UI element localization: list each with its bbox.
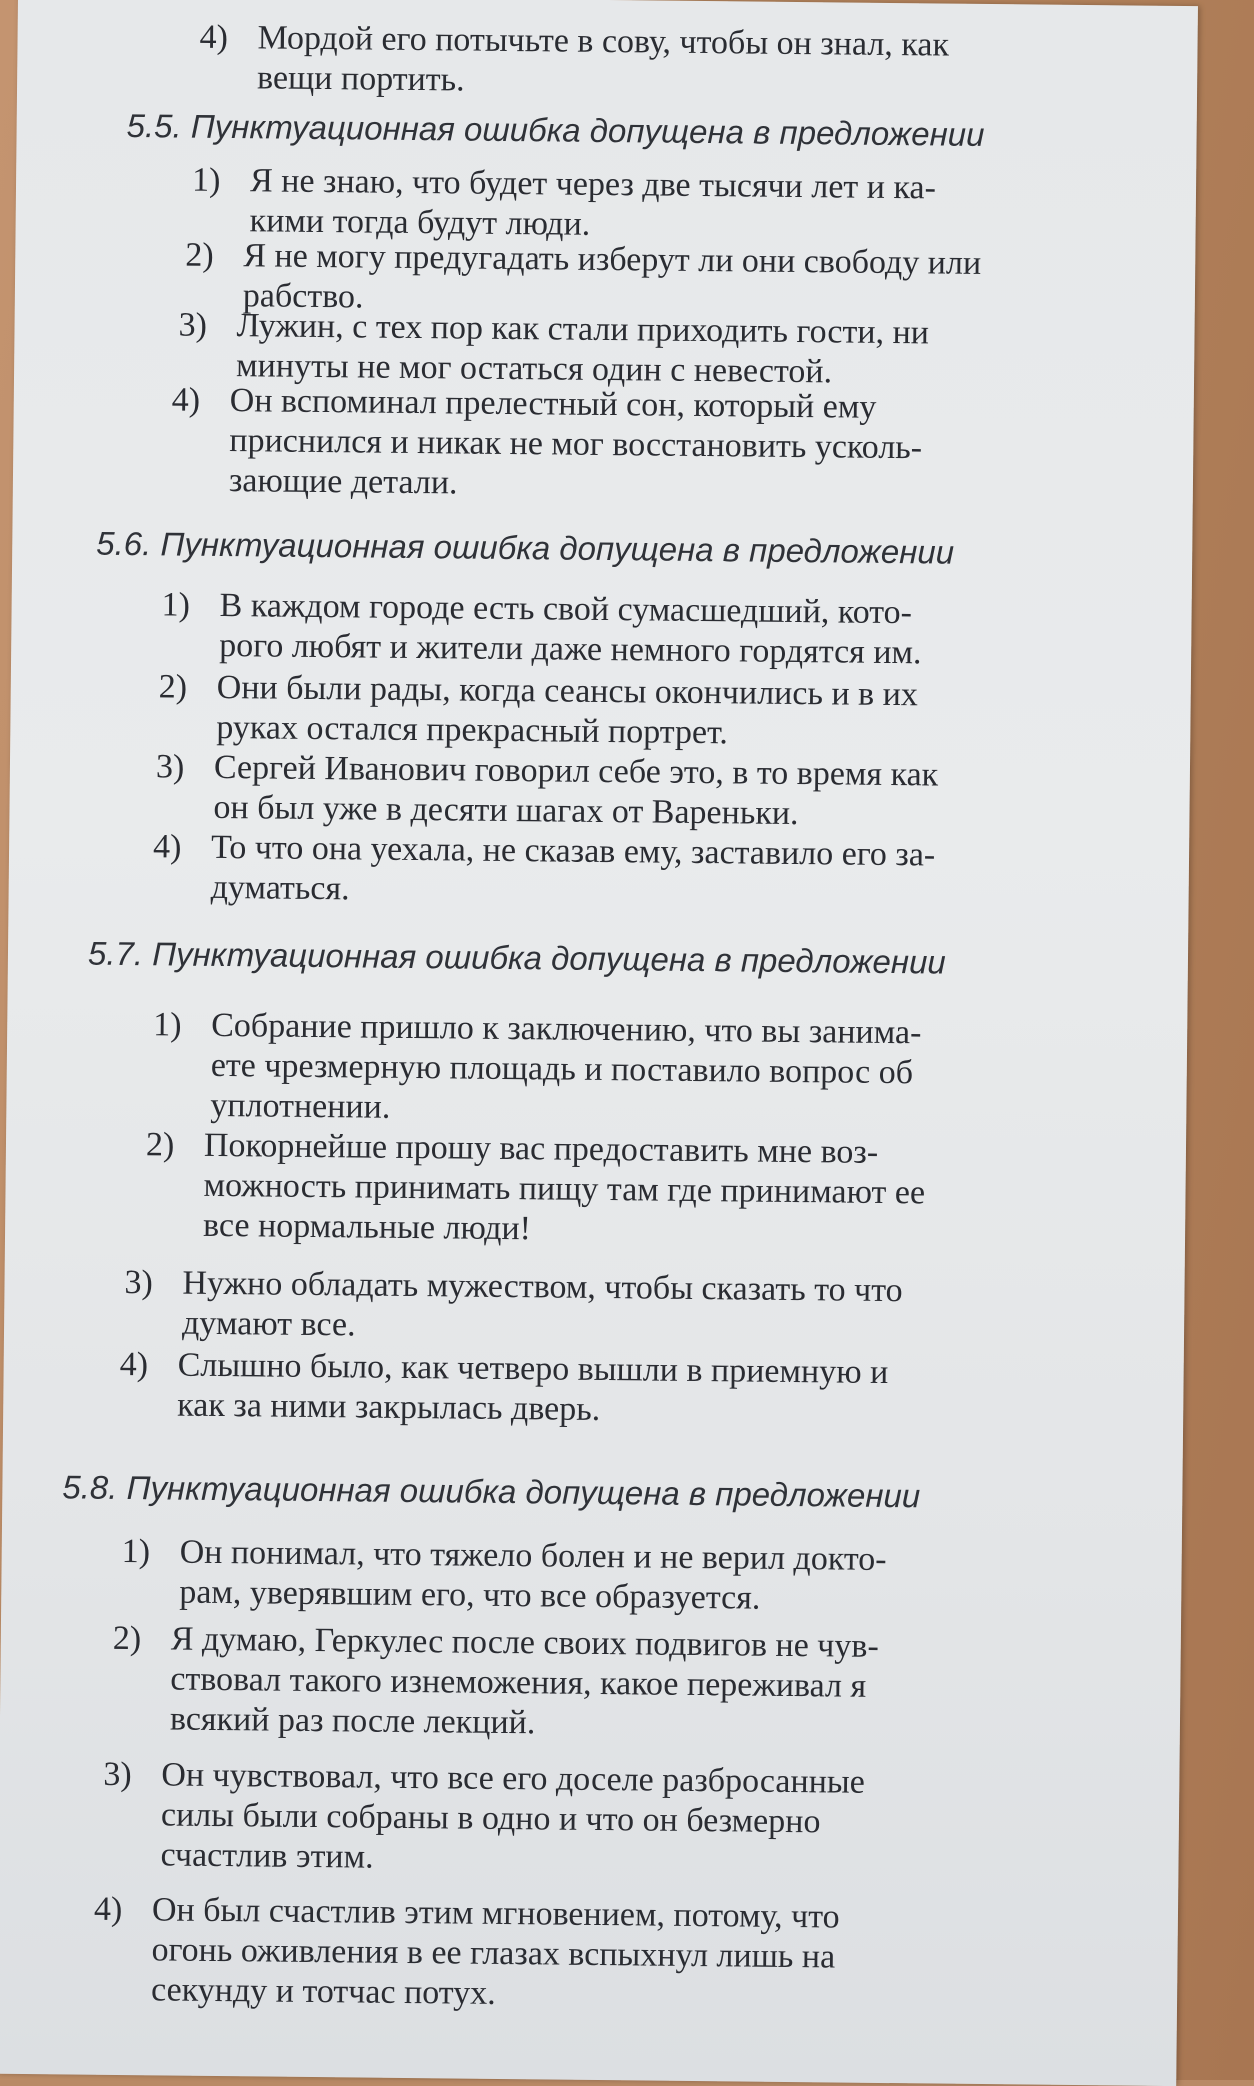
- option-line: руках остался прекрасный портрет.: [216, 708, 729, 752]
- option-line: ствовал такого изнеможения, какое переживал я: [170, 1660, 867, 1705]
- option-line: как за ними закрылась дверь.: [177, 1386, 601, 1428]
- option-number: 1): [153, 1006, 182, 1044]
- option-number: 3): [103, 1755, 132, 1794]
- option-line: Слышно было, как четверо вышли в приемную и: [177, 1346, 889, 1392]
- option-line: минуты не мог остаться один с невестой.: [235, 347, 833, 391]
- option-number: 4): [119, 1345, 149, 1384]
- option-line: Он вспоминал прелестный сон, который ему: [229, 382, 877, 426]
- option-line: рого любят и жители даже немного гордятся им.: [219, 626, 922, 672]
- option-line: Собрание пришло к заключению, что вы занима-: [211, 1006, 922, 1052]
- option-line: В каждом городе есть свой сумасшедший, кото-: [219, 586, 913, 632]
- option-line: Они были рады, когда сеансы окончились и в их: [216, 668, 919, 714]
- option-line: уплотнении.: [210, 1086, 391, 1126]
- option-line: приснился и никак не мог восстановить усколь-: [229, 422, 923, 467]
- question-title: 5.8. Пунктуационная ошибка допущена в предложении: [62, 1468, 921, 1515]
- option-number: 2): [185, 236, 214, 274]
- option-number: 2): [145, 1126, 175, 1164]
- option-line: счастлив этим.: [160, 1836, 374, 1876]
- option-number: 4): [152, 828, 182, 866]
- option-number: 4): [93, 1890, 123, 1929]
- option-number: 2): [158, 668, 188, 706]
- option-line: Я не могу предугадать изберут ли они свободу или: [243, 237, 982, 282]
- option-number: 1): [161, 586, 191, 624]
- option-line: Я думаю, Геркулес после своих подвигов не чув-: [170, 1620, 879, 1665]
- option-line: секунду и тотчас потух.: [150, 1971, 496, 2012]
- option-line: он был уже в десяти шагах от Вареньки.: [213, 788, 799, 833]
- option-line: Мордой его потычьте в сову, чтобы он знал, как: [257, 19, 950, 64]
- option-number: 3): [178, 306, 208, 344]
- option-number: 3): [155, 748, 185, 786]
- option-line: кими тогда будут люди.: [249, 202, 591, 243]
- option-line: огонь оживления в ее глазах вспыхнул лишь на: [151, 1931, 836, 1976]
- option-line: Нужно обладать мужеством, чтобы сказать то что: [182, 1264, 903, 1310]
- option-number: 3): [124, 1264, 154, 1302]
- option-line: Лужин, с тех пор как стали приходить гости, ни: [236, 307, 930, 352]
- option-line: рабство.: [242, 277, 364, 316]
- option-line: Сергей Иванович говорил себе это, в то время как: [213, 748, 939, 794]
- option-line: То что она уехала, не сказав ему, заставило его за-: [210, 828, 936, 874]
- option-line: Я не знаю, что будет через две тысячи лет и ка-: [249, 162, 937, 207]
- question-title: 5.7. Пунктуационная ошибка допущена в предложении: [87, 934, 946, 981]
- option-line: думают все.: [181, 1304, 356, 1344]
- option-number: 4): [171, 381, 201, 419]
- option-line: всякий раз после лекций.: [169, 1700, 536, 1742]
- option-line: Он понимал, что тяжело болен и не верил докто-: [179, 1533, 887, 1579]
- option-number: 1): [191, 161, 221, 199]
- option-line: Он был счастлив этим мгновением, потому, что: [151, 1891, 840, 1936]
- option-line: Он чувствовал, что все его доселе разбросанные: [161, 1756, 866, 1801]
- option-line: все нормальные люди!: [202, 1206, 532, 1248]
- option-line: думаться.: [210, 868, 350, 908]
- option-line: ете чрезмерную площадь и поставило вопрос об: [210, 1046, 914, 1092]
- option-number: 4): [199, 18, 229, 57]
- option-line: Покорнейше прошу вас предоставить мне воз-: [203, 1126, 879, 1171]
- option-line: рам, уверявшим его, что все образуется.: [179, 1573, 761, 1617]
- option-line: вещи портить.: [256, 59, 465, 99]
- option-line: силы были собраны в одно и что он безмерно: [160, 1796, 821, 1841]
- question-title: 5.5. Пунктуационная ошибка допущена в предложении: [126, 106, 985, 153]
- question-title: 5.6. Пунктуационная ошибка допущена в предложении: [96, 524, 955, 571]
- option-line: зающие детали.: [228, 462, 458, 502]
- option-number: 2): [112, 1619, 142, 1658]
- option-line: можность принимать пищу там где принимают ее: [203, 1166, 926, 1212]
- option-number: 1): [121, 1532, 151, 1571]
